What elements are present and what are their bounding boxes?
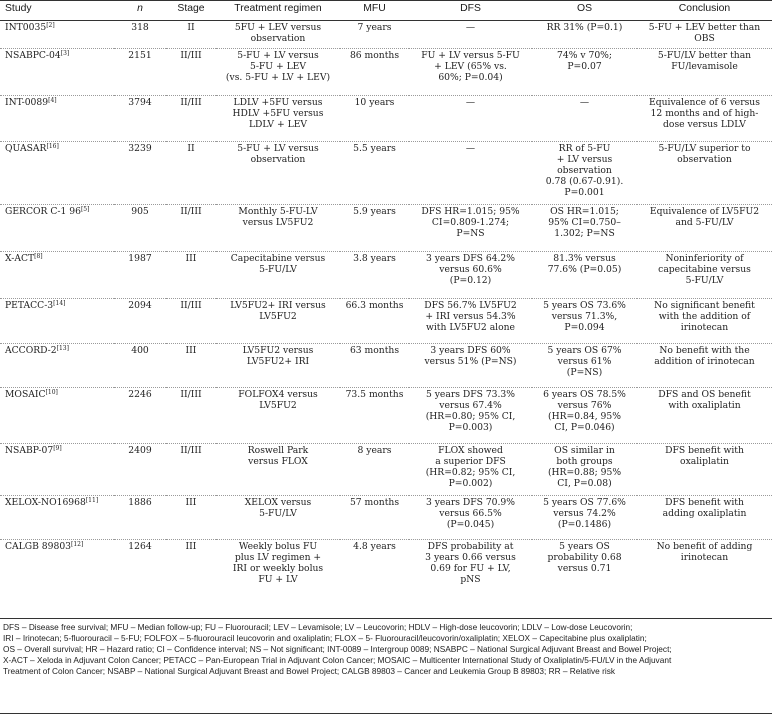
- study-name: QUASAR: [5, 143, 47, 154]
- cell-study: [0, 444, 114, 496]
- cell-os-line: 0.78 (0.67-0.91).: [545, 176, 624, 188]
- cell-conclusion-line: observation: [677, 154, 732, 166]
- cell-dfs-line: versus 60.6%: [439, 264, 502, 276]
- header-stage: Stage: [166, 1, 216, 21]
- header-conclusion: Conclusion: [637, 1, 772, 21]
- reference-marker: [4]: [48, 97, 57, 104]
- cell-conclusion: [637, 49, 772, 96]
- cell-n: 3239: [114, 142, 166, 205]
- cell-os-line: OS similar in: [554, 445, 615, 456]
- cell-regimen-line: FOLFOX4 versus: [238, 389, 318, 400]
- cell-conclusion-line: and 5-FU/LV: [675, 217, 734, 229]
- cell-regimen: [216, 540, 340, 596]
- cell-n: 3794: [114, 96, 166, 142]
- cell-conclusion: [637, 299, 772, 344]
- cell-os-line: 81.3% versus: [553, 253, 616, 264]
- cell-regimen: [216, 205, 340, 252]
- cell-mfu-line: 57 months: [349, 497, 400, 508]
- header-n: n: [114, 1, 166, 21]
- study-name: X-ACT: [5, 253, 35, 264]
- cell-dfs-line: 3 years DFS 60%: [430, 345, 511, 356]
- cell-dfs-line: 60%; P=0.04): [438, 72, 503, 84]
- cell-regimen-line: IRI or weekly bolus: [232, 563, 324, 575]
- footnote-line: OS – Overall survival; HR – Hazard ratio; CI – Confidence interval; NS – Not significant; INT-0089 – Intergroup 0089; NSABPC – National Surgical Adjuvant Breast and Bowel Project;: [3, 644, 672, 655]
- cell-conclusion-line: oxaliplatin: [680, 456, 729, 468]
- cell-mfu-line: 73.5 months: [345, 389, 404, 400]
- cell-dfs-line: —: [465, 97, 476, 108]
- cell-mfu-line: 5.5 years: [353, 143, 396, 154]
- cell-mfu-line: 8 years: [357, 445, 392, 456]
- cell-stage: II/III: [166, 299, 216, 344]
- cell-dfs: [409, 540, 532, 596]
- cell-regimen-line: 5FU + LEV versus: [234, 22, 322, 33]
- table-row: [0, 344, 772, 388]
- cell-os-line: RR 31% (P=0.1): [546, 22, 623, 33]
- cell-dfs-line: DFS 56.7% LV5FU2: [424, 300, 517, 311]
- cell-conclusion-line: 5-FU + LEV better than: [648, 22, 761, 33]
- study-name: CALGB 89803: [5, 541, 72, 552]
- cell-study: [0, 252, 114, 299]
- cell-regimen: [216, 21, 340, 49]
- cell-regimen-line: LDLV +5FU versus: [233, 97, 323, 108]
- cell-n: 318: [114, 21, 166, 49]
- cell-dfs-line: DFS probability at: [427, 541, 514, 552]
- cell-conclusion-line: FU/levamisole: [671, 61, 738, 73]
- header-row: [0, 1, 772, 21]
- footnote-line: X-ACT – Xeloda in Adjuvant Colon Cancer; PETACC – Pan-European Trial in Adjuvant Colon Cancer; MOSAIC – Multicenter International Study of Oxaliplatin/5-FU/LV in the Adjuvant: [3, 655, 672, 666]
- cell-dfs-line: + LEV (65% vs.: [434, 61, 507, 73]
- cell-regimen: [216, 49, 340, 96]
- reference-marker: [9]: [53, 445, 62, 452]
- cell-regimen-line: 5-FU + LEV: [249, 61, 307, 73]
- cell-os-line: both groups: [556, 456, 613, 468]
- cell-conclusion-line: DFS benefit with: [665, 497, 744, 508]
- cell-dfs: [409, 496, 532, 540]
- cell-conclusion-line: 5-FU/LV better than: [657, 50, 752, 61]
- cell-dfs-line: P=0.002): [448, 478, 493, 490]
- cell-dfs-line: (HR=0.82; 95% CI,: [425, 467, 516, 479]
- cell-stage: II: [166, 21, 216, 49]
- cell-dfs-line: —: [465, 143, 476, 154]
- cell-os: [532, 142, 637, 205]
- cell-conclusion: [637, 142, 772, 205]
- cell-regimen-line: LV5FU2: [259, 311, 297, 323]
- cell-conclusion-line: No benefit with the: [659, 345, 750, 356]
- cell-os-line: versus 74.2%: [553, 508, 616, 520]
- cell-os-line: 95% CI=0.750–: [548, 217, 621, 229]
- cell-regimen: [216, 142, 340, 205]
- cell-os-line: CI, P=0.046): [554, 422, 615, 434]
- cell-dfs-line: FLOX showed: [438, 445, 503, 456]
- cell-mfu: [340, 96, 409, 142]
- cell-os-line: (P=0.1486): [557, 519, 612, 531]
- cell-n: 2409: [114, 444, 166, 496]
- cell-os-line: versus 0.71: [557, 563, 612, 575]
- table-row: [0, 49, 772, 96]
- cell-os-line: 5 years OS 77.6%: [543, 497, 626, 508]
- table-row: [0, 299, 772, 344]
- study-name: ACCORD-2: [5, 345, 57, 356]
- cell-conclusion: [637, 496, 772, 540]
- cell-study: [0, 496, 114, 540]
- cell-conclusion-line: No significant benefit: [654, 300, 755, 311]
- cell-os-line: (HR=0.84, 95%: [548, 411, 621, 423]
- cell-stage: III: [166, 252, 216, 299]
- cell-n: 1987: [114, 252, 166, 299]
- cell-os: [532, 344, 637, 388]
- cell-conclusion: [637, 21, 772, 49]
- cell-study: [0, 21, 114, 49]
- table-body: [0, 21, 772, 596]
- table-row: [0, 252, 772, 299]
- cell-dfs-line: pNS: [460, 574, 481, 586]
- cell-mfu: [340, 540, 409, 596]
- table-row: [0, 21, 772, 49]
- cell-regimen-line: LV5FU2+ IRI: [246, 356, 310, 368]
- reference-marker: [2]: [46, 22, 55, 29]
- cell-n: 905: [114, 205, 166, 252]
- cell-stage: III: [166, 344, 216, 388]
- cell-regimen-line: LV5FU2: [259, 400, 297, 412]
- cell-regimen-line: (vs. 5-FU + LV + LEV): [225, 72, 331, 84]
- cell-dfs-line: 3 years 0.66 versus: [425, 552, 516, 564]
- cell-mfu: [340, 205, 409, 252]
- cell-os: [532, 540, 637, 596]
- cell-conclusion-line: dose versus LDLV: [663, 119, 746, 131]
- cell-os-line: OS HR=1.015;: [550, 206, 619, 217]
- cell-study: [0, 205, 114, 252]
- cell-dfs-line: FU + LV versus 5-FU: [421, 50, 520, 61]
- study-name: INT0035: [5, 22, 47, 33]
- cell-conclusion-line: DFS and OS benefit: [658, 389, 751, 400]
- cell-stage: II: [166, 142, 216, 205]
- cell-os-line: 5 years OS: [559, 541, 610, 552]
- cell-conclusion: [637, 205, 772, 252]
- cell-dfs-line: with LV5FU2 alone: [425, 322, 515, 334]
- cell-n: 2246: [114, 388, 166, 444]
- cell-dfs: [409, 49, 532, 96]
- cell-conclusion-line: irinotecan: [680, 552, 729, 564]
- cell-dfs-line: + IRI versus 54.3%: [425, 311, 516, 323]
- cell-regimen-line: Capecitabine versus: [230, 253, 326, 264]
- cell-stage: II/III: [166, 96, 216, 142]
- cell-regimen-line: versus LV5FU2: [242, 217, 314, 229]
- cell-os-line: RR of 5-FU: [558, 143, 611, 154]
- cell-os: [532, 96, 637, 142]
- reference-marker: [13]: [56, 345, 69, 352]
- cell-mfu: [340, 142, 409, 205]
- cell-dfs-line: DFS HR=1.015; 95%: [421, 206, 520, 217]
- footnote-line: DFS – Disease free survival; MFU – Median follow-up; FU – Fluorouracil; LEV – Levamisole; LV – Leucovorin; HDLV – High-dose leucovorin; LDLV – Low-dose Leucovorin;: [3, 622, 633, 632]
- header-os: OS: [532, 1, 637, 21]
- cell-regimen-line: 5-FU + LV versus: [237, 50, 319, 61]
- cell-regimen-line: observation: [250, 154, 306, 166]
- cell-os-line: 5 years OS 73.6%: [543, 300, 626, 311]
- study-name: PETACC-3: [5, 300, 54, 311]
- cell-conclusion-line: irinotecan: [680, 322, 729, 334]
- cell-mfu: [340, 344, 409, 388]
- cell-mfu: [340, 252, 409, 299]
- cell-os-line: probability 0.68: [547, 552, 622, 564]
- reference-marker: [3]: [60, 50, 70, 57]
- cell-study: [0, 142, 114, 205]
- cell-stage: III: [166, 496, 216, 540]
- cell-os: [532, 299, 637, 344]
- cell-mfu-line: 4.8 years: [353, 541, 396, 552]
- cell-regimen-line: Weekly bolus FU: [238, 541, 318, 552]
- cell-regimen-line: versus FLOX: [248, 456, 308, 468]
- cell-regimen-line: HDLV +5FU versus: [232, 108, 324, 120]
- cell-regimen-line: XELOX versus: [244, 497, 312, 508]
- cell-conclusion-line: DFS benefit with: [665, 445, 744, 456]
- cell-conclusion-line: 12 months and of high-: [650, 108, 759, 120]
- table-row: [0, 96, 772, 142]
- reference-marker: [12]: [71, 541, 84, 548]
- cell-conclusion: [637, 388, 772, 444]
- cell-conclusion-line: OBS: [694, 33, 715, 45]
- cell-regimen: [216, 496, 340, 540]
- study-name: INT-0089: [5, 97, 49, 108]
- cell-dfs: [409, 96, 532, 142]
- cell-os-line: (P=NS): [566, 367, 603, 379]
- cell-n: 2094: [114, 299, 166, 344]
- cell-stage: II/III: [166, 388, 216, 444]
- reference-marker: [5]: [80, 206, 90, 213]
- cell-conclusion: [637, 344, 772, 388]
- cell-mfu-line: 66.3 months: [345, 300, 404, 311]
- cell-regimen-line: LDLV + LEV: [248, 119, 308, 131]
- cell-dfs-line: versus 66.5%: [439, 508, 502, 520]
- cell-dfs-line: versus 67.4%: [439, 400, 502, 412]
- cell-mfu-line: 63 months: [349, 345, 400, 356]
- cell-dfs-line: 0.69 for FU + LV,: [430, 563, 511, 575]
- bottom-rule: [0, 713, 772, 714]
- cell-dfs-line: 3 years DFS 64.2%: [425, 253, 516, 264]
- table-row: [0, 388, 772, 444]
- cell-os-line: observation: [557, 165, 612, 177]
- cell-conclusion-line: with the addition of: [658, 311, 751, 323]
- cell-mfu: [340, 444, 409, 496]
- cell-study: [0, 49, 114, 96]
- cell-mfu-line: 3.8 years: [353, 253, 396, 264]
- table-row: [0, 142, 772, 205]
- cell-regimen: [216, 299, 340, 344]
- cell-dfs-line: 5 years DFS 73.3%: [425, 389, 516, 400]
- cell-os: [532, 388, 637, 444]
- cell-regimen-line: Roswell Park: [247, 445, 309, 456]
- cell-os-line: 5 years OS 67%: [547, 345, 622, 356]
- cell-n: 1264: [128, 541, 152, 552]
- cell-os: [532, 496, 637, 540]
- cell-conclusion: [637, 96, 772, 142]
- cell-regimen-line: Monthly 5-FU-LV: [238, 206, 318, 217]
- cell-regimen-line: 5-FU/LV: [259, 264, 297, 276]
- cell-dfs-line: CI=0.809-1.274;: [431, 217, 510, 229]
- cell-conclusion-line: Equivalence of LV5FU2: [649, 206, 760, 217]
- cell-conclusion-line: adding oxaliplatin: [662, 508, 747, 520]
- cell-os-line: P=0.001: [564, 187, 605, 199]
- cell-mfu: [340, 49, 409, 96]
- cell-conclusion-line: No benefit of adding: [656, 541, 753, 552]
- reference-marker: [11]: [85, 497, 99, 504]
- cell-os: [532, 444, 637, 496]
- cell-mfu: [340, 496, 409, 540]
- cell-dfs-line: versus 51% (P=NS): [424, 356, 517, 368]
- cell-dfs-line: (HR=0.80; 95% CI,: [425, 411, 516, 423]
- cell-stage: II/III: [166, 49, 216, 96]
- cell-os-line: P=0.094: [564, 322, 605, 334]
- footnote-line: IRI – Irinotecan; 5-fluorouracil – 5-FU; FOLFOX – 5-fluorouracil leucovorin and oxaliplatin; FLOX – 5- Fluorouracil/leucovorin/oxaliplatin; XELOX – Capecitabine plus oxaliplatin;: [3, 633, 647, 644]
- cell-mfu-line: 86 months: [349, 50, 400, 61]
- cell-conclusion: [637, 444, 772, 496]
- header-mfu: MFU: [340, 1, 409, 21]
- cell-os-line: (HR=0.88; 95%: [547, 467, 622, 479]
- cell-dfs: [409, 299, 532, 344]
- cell-os-line: 1.302; P=NS: [554, 228, 615, 240]
- cell-study: [0, 96, 114, 142]
- cell-n: 1886: [114, 496, 166, 540]
- cell-os-line: P=0.07: [567, 61, 602, 73]
- study-name: NSABPC-04: [5, 50, 61, 61]
- cell-n: 400: [114, 344, 166, 388]
- cell-dfs: [409, 344, 532, 388]
- cell-os: [532, 252, 637, 299]
- cell-conclusion-line: with oxaliplatin: [668, 400, 741, 412]
- cell-conclusion-line: 5-FU/LV: [685, 275, 724, 287]
- cell-regimen: [216, 444, 340, 496]
- header-treatment-regimen: Treatment regimen: [216, 1, 340, 21]
- cell-dfs: [409, 252, 532, 299]
- study-name: GERCOR C-1 96: [5, 206, 81, 217]
- table-row: [0, 540, 772, 596]
- table-row: [0, 444, 772, 496]
- cell-regimen-line: plus LV regimen +: [234, 552, 322, 564]
- cell-dfs-line: P=0.003): [448, 422, 493, 434]
- reference-marker: [14]: [53, 300, 66, 307]
- cell-n: 2151: [114, 49, 166, 96]
- cell-regimen-line: 5-FU + LV versus: [237, 143, 319, 154]
- cell-os-line: —: [579, 97, 590, 108]
- table-footnote: [0, 618, 772, 677]
- cell-stage: II/III: [166, 444, 216, 496]
- cell-conclusion-line: capecitabine versus: [658, 264, 751, 276]
- cell-mfu-line: 5.9 years: [353, 206, 396, 217]
- cell-dfs: [409, 388, 532, 444]
- table-row: [0, 205, 772, 252]
- cell-mfu: [340, 388, 409, 444]
- cell-regimen-line: LV5FU2 versus: [242, 345, 314, 356]
- table-row: [0, 496, 772, 540]
- cell-mfu-line: 7 years: [357, 22, 392, 33]
- cell-study: [0, 344, 114, 388]
- cell-dfs-line: (P=0.12): [449, 275, 492, 287]
- cell-regimen: [216, 344, 340, 388]
- cell-regimen-line: observation: [250, 33, 306, 45]
- header-study: Study: [0, 1, 114, 21]
- cell-os-line: + LV versus: [556, 154, 613, 166]
- cell-os-line: versus 61%: [557, 356, 612, 368]
- cell-regimen-line: FU + LV: [258, 574, 298, 586]
- cell-dfs-line: —: [465, 22, 476, 33]
- cell-dfs: [409, 444, 532, 496]
- cell-regimen: [216, 388, 340, 444]
- cell-os-line: versus 76%: [557, 400, 612, 412]
- cell-conclusion: [637, 252, 772, 299]
- study-name: XELOX-NO16968: [5, 497, 86, 508]
- cell-os-line: CI, P=0.08): [557, 478, 612, 490]
- cell-mfu: [340, 21, 409, 49]
- cell-os: [532, 205, 637, 252]
- cell-mfu: [340, 299, 409, 344]
- cell-os: [532, 49, 637, 96]
- reference-marker: [16]: [46, 143, 59, 150]
- study-name: MOSAIC: [5, 389, 46, 400]
- reference-marker: [10]: [45, 389, 58, 396]
- cell-regimen: [216, 96, 340, 142]
- cell-dfs-line: (P=0.045): [446, 519, 495, 531]
- cell-os-line: 77.6% (P=0.05): [547, 264, 622, 276]
- cell-mfu-line: 10 years: [354, 97, 395, 108]
- cell-conclusion-line: 5-FU/LV superior to: [658, 143, 751, 154]
- cell-stage: III: [185, 541, 197, 552]
- cell-dfs-line: a superior DFS: [435, 456, 506, 468]
- cell-conclusion-line: addition of irinotecan: [654, 356, 755, 368]
- study-name: NSABP-07: [5, 445, 54, 456]
- cell-os-line: 6 years OS 78.5%: [543, 389, 626, 400]
- header-dfs: DFS: [409, 1, 532, 21]
- cell-study: [0, 299, 114, 344]
- cell-os-line: versus 71.3%,: [551, 311, 618, 323]
- cell-dfs-line: 3 years DFS 70.9%: [425, 497, 516, 508]
- cell-dfs: [409, 21, 532, 49]
- cell-regimen: [216, 252, 340, 299]
- cell-conclusion: [637, 540, 772, 596]
- cell-conclusion-line: Noninferiority of: [665, 253, 744, 264]
- cell-dfs: [409, 205, 532, 252]
- footnote-line: Treatment of Colon Cancer; NSABP – National Surgical Adjuvant Breast and Bowel Project; CALGB 89803 – Cancer and Leukemia Group B 89803; RR – Relative risk: [3, 666, 615, 677]
- cell-study: [0, 388, 114, 444]
- cell-regimen-line: LV5FU2+ IRI versus: [230, 300, 326, 311]
- cell-dfs: [409, 142, 532, 205]
- cell-os: [532, 21, 637, 49]
- cell-regimen-line: 5-FU/LV: [259, 508, 297, 520]
- cell-os-line: 74% v 70%;: [557, 50, 612, 61]
- cell-stage: II/III: [166, 205, 216, 252]
- cell-dfs-line: P=NS: [456, 228, 485, 240]
- reference-marker: [8]: [34, 253, 43, 260]
- cell-study: [0, 540, 114, 596]
- cell-conclusion-line: Equivalence of 6 versus: [649, 97, 760, 108]
